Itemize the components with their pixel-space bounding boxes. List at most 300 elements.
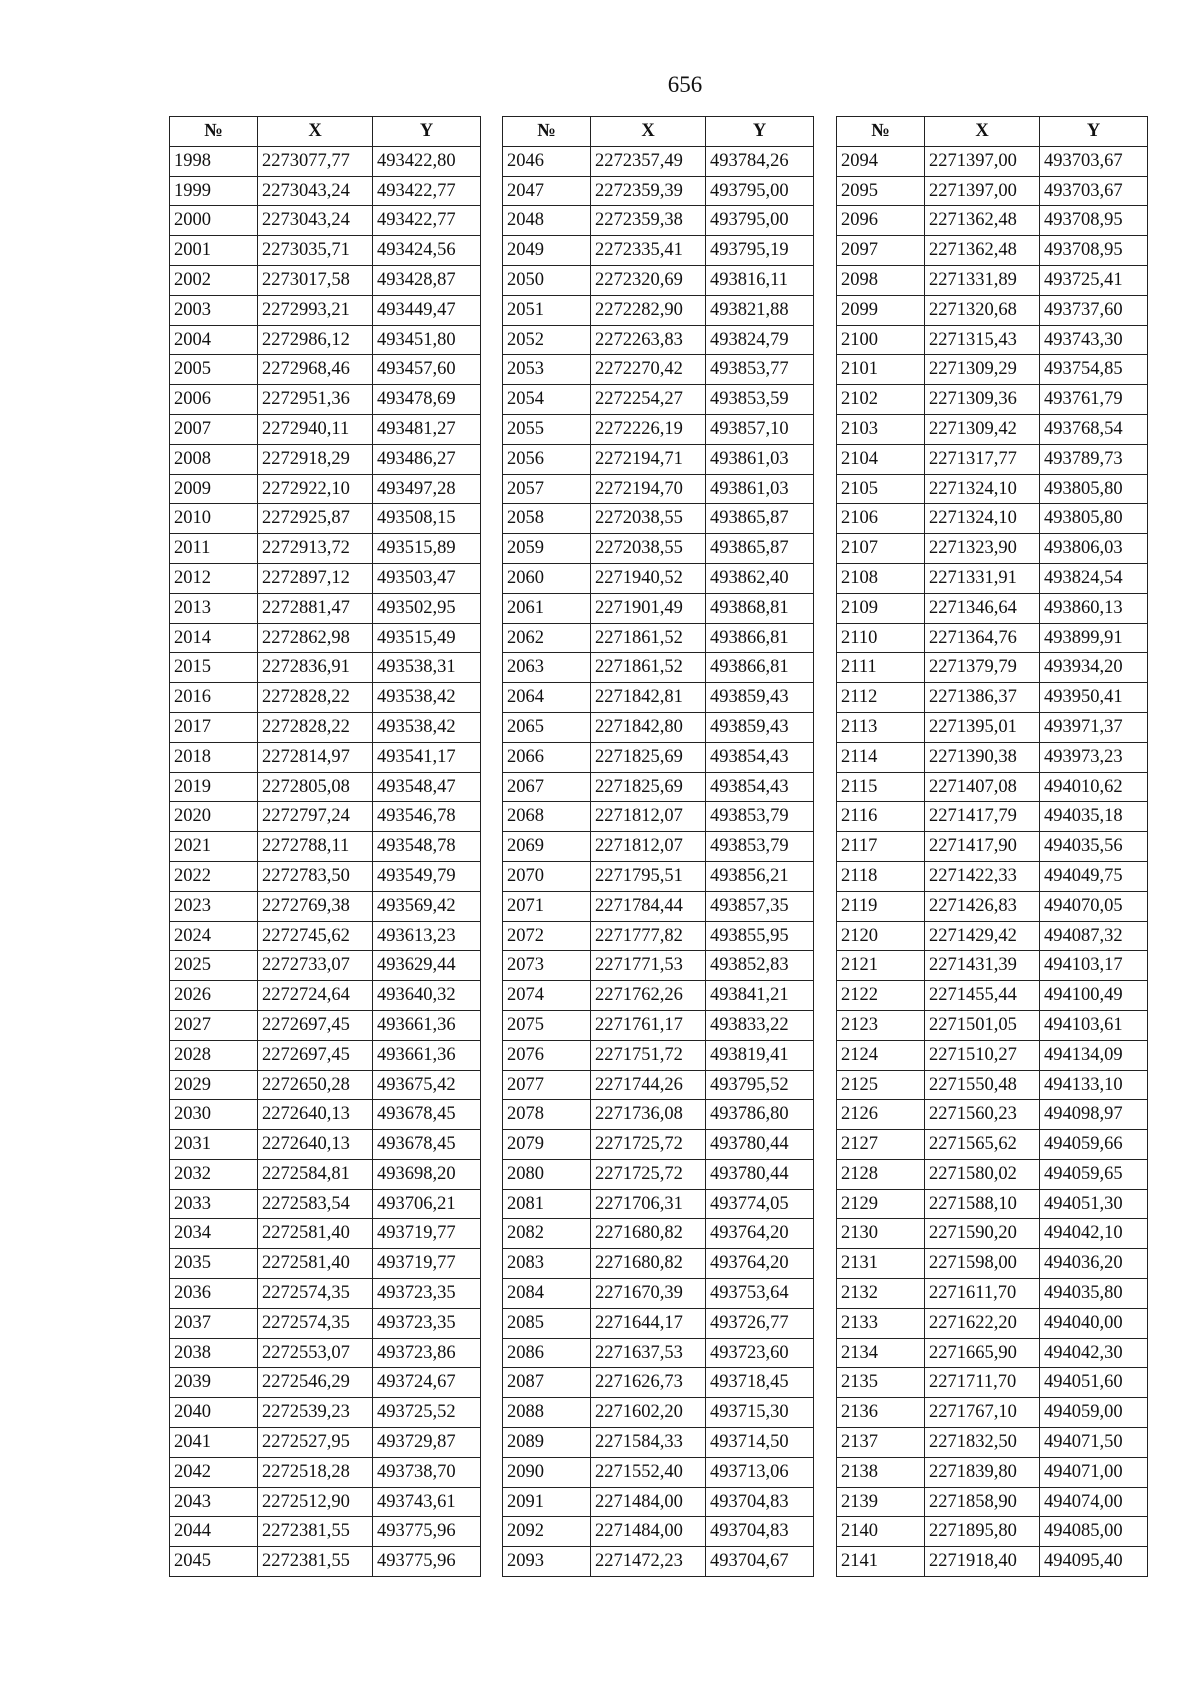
cell-x: 2272194,71 bbox=[591, 444, 706, 474]
table-row bbox=[837, 1249, 1148, 1279]
cell-number: 2047 bbox=[503, 176, 591, 206]
cell-y: 493538,31 bbox=[373, 653, 481, 683]
table-row bbox=[837, 1010, 1148, 1040]
cell-x: 2272697,45 bbox=[258, 1040, 373, 1070]
cell-x: 2271665,90 bbox=[925, 1338, 1040, 1368]
table-row bbox=[170, 206, 481, 236]
cell-y: 493698,20 bbox=[373, 1159, 481, 1189]
cell-number: 2049 bbox=[503, 236, 591, 266]
cell-x: 2272357,49 bbox=[591, 146, 706, 176]
table-row bbox=[503, 1010, 814, 1040]
cell-number: 2021 bbox=[170, 832, 258, 862]
cell-x: 2271501,05 bbox=[925, 1010, 1040, 1040]
cell-number: 2094 bbox=[837, 146, 925, 176]
cell-y: 493805,80 bbox=[1040, 474, 1148, 504]
table-row bbox=[503, 1487, 814, 1517]
cell-y: 493708,95 bbox=[1040, 206, 1148, 236]
cell-y: 493725,52 bbox=[373, 1398, 481, 1428]
cell-x: 2272828,22 bbox=[258, 712, 373, 742]
cell-y: 494035,80 bbox=[1040, 1279, 1148, 1309]
cell-number: 2045 bbox=[170, 1547, 258, 1577]
table-row bbox=[503, 1279, 814, 1309]
table-row bbox=[170, 385, 481, 415]
table-row bbox=[503, 1547, 814, 1577]
cell-y: 493861,03 bbox=[706, 474, 814, 504]
header-number: № bbox=[170, 117, 258, 147]
cell-y: 494070,05 bbox=[1040, 891, 1148, 921]
cell-y: 493422,80 bbox=[373, 146, 481, 176]
cell-y: 493855,95 bbox=[706, 921, 814, 951]
cell-y: 493503,47 bbox=[373, 563, 481, 593]
table-row bbox=[503, 265, 814, 295]
cell-x: 2271309,36 bbox=[925, 385, 1040, 415]
cell-x: 2271812,07 bbox=[591, 832, 706, 862]
cell-y: 493899,91 bbox=[1040, 623, 1148, 653]
table-row bbox=[837, 385, 1148, 415]
cell-number: 2072 bbox=[503, 921, 591, 951]
cell-number: 2055 bbox=[503, 414, 591, 444]
table-row bbox=[170, 653, 481, 683]
cell-x: 2271839,80 bbox=[925, 1457, 1040, 1487]
cell-x: 2272335,41 bbox=[591, 236, 706, 266]
cell-x: 2271736,08 bbox=[591, 1100, 706, 1130]
cell-x: 2272282,90 bbox=[591, 295, 706, 325]
cell-y: 493714,50 bbox=[706, 1428, 814, 1458]
table-header-row bbox=[837, 117, 1148, 147]
cell-number: 2029 bbox=[170, 1070, 258, 1100]
cell-x: 2271364,76 bbox=[925, 623, 1040, 653]
cell-x: 2272724,64 bbox=[258, 981, 373, 1011]
cell-number: 2083 bbox=[503, 1249, 591, 1279]
table-row bbox=[170, 1457, 481, 1487]
cell-y: 493853,59 bbox=[706, 385, 814, 415]
table-row bbox=[837, 265, 1148, 295]
cell-number: 2099 bbox=[837, 295, 925, 325]
cell-x: 2271309,29 bbox=[925, 355, 1040, 385]
cell-number: 2122 bbox=[837, 981, 925, 1011]
cell-y: 494095,40 bbox=[1040, 1547, 1148, 1577]
cell-number: 2102 bbox=[837, 385, 925, 415]
header-number: № bbox=[503, 117, 591, 147]
cell-y: 493729,87 bbox=[373, 1428, 481, 1458]
cell-x: 2271346,64 bbox=[925, 593, 1040, 623]
table-row bbox=[837, 146, 1148, 176]
cell-number: 2132 bbox=[837, 1279, 925, 1309]
table-row bbox=[837, 742, 1148, 772]
table-row bbox=[503, 683, 814, 713]
cell-y: 493865,87 bbox=[706, 534, 814, 564]
table-row bbox=[837, 1368, 1148, 1398]
cell-y: 493789,73 bbox=[1040, 444, 1148, 474]
table-row bbox=[170, 1130, 481, 1160]
cell-number: 2041 bbox=[170, 1428, 258, 1458]
cell-number: 2120 bbox=[837, 921, 925, 951]
cell-y: 493478,69 bbox=[373, 385, 481, 415]
cell-y: 493853,79 bbox=[706, 832, 814, 862]
coordinate-table-3 bbox=[836, 116, 1148, 1577]
cell-y: 493795,52 bbox=[706, 1070, 814, 1100]
cell-y: 493764,20 bbox=[706, 1219, 814, 1249]
table-row bbox=[170, 772, 481, 802]
cell-y: 493865,87 bbox=[706, 504, 814, 534]
cell-x: 2272897,12 bbox=[258, 563, 373, 593]
cell-x: 2271795,51 bbox=[591, 861, 706, 891]
cell-x: 2272918,29 bbox=[258, 444, 373, 474]
cell-number: 2121 bbox=[837, 951, 925, 981]
cell-number: 2096 bbox=[837, 206, 925, 236]
cell-y: 494042,30 bbox=[1040, 1338, 1148, 1368]
cell-x: 2271510,27 bbox=[925, 1040, 1040, 1070]
cell-number: 2095 bbox=[837, 176, 925, 206]
cell-x: 2271417,79 bbox=[925, 802, 1040, 832]
table-row bbox=[837, 355, 1148, 385]
cell-x: 2272913,72 bbox=[258, 534, 373, 564]
cell-y: 493613,23 bbox=[373, 921, 481, 951]
table-row bbox=[170, 951, 481, 981]
header-number: № bbox=[837, 117, 925, 147]
table-row bbox=[837, 1130, 1148, 1160]
cell-number: 2052 bbox=[503, 325, 591, 355]
cell-number: 2130 bbox=[837, 1219, 925, 1249]
cell-number: 2081 bbox=[503, 1189, 591, 1219]
cell-x: 2271858,90 bbox=[925, 1487, 1040, 1517]
cell-y: 493725,41 bbox=[1040, 265, 1148, 295]
cell-number: 2023 bbox=[170, 891, 258, 921]
cell-number: 2059 bbox=[503, 534, 591, 564]
table-row bbox=[837, 1219, 1148, 1249]
cell-y: 494085,00 bbox=[1040, 1517, 1148, 1547]
cell-y: 493640,32 bbox=[373, 981, 481, 1011]
cell-x: 2271918,40 bbox=[925, 1547, 1040, 1577]
table-row bbox=[503, 891, 814, 921]
cell-number: 2129 bbox=[837, 1189, 925, 1219]
table-row bbox=[170, 295, 481, 325]
cell-number: 2073 bbox=[503, 951, 591, 981]
table-row bbox=[170, 1070, 481, 1100]
cell-x: 2272359,39 bbox=[591, 176, 706, 206]
cell-y: 493824,79 bbox=[706, 325, 814, 355]
table-header-row bbox=[503, 117, 814, 147]
cell-y: 493629,44 bbox=[373, 951, 481, 981]
cell-y: 493780,44 bbox=[706, 1130, 814, 1160]
table-row bbox=[503, 355, 814, 385]
cell-number: 2103 bbox=[837, 414, 925, 444]
table-row bbox=[503, 1130, 814, 1160]
table-row bbox=[837, 1338, 1148, 1368]
cell-x: 2271422,33 bbox=[925, 861, 1040, 891]
cell-number: 2066 bbox=[503, 742, 591, 772]
cell-y: 493743,61 bbox=[373, 1487, 481, 1517]
cell-y: 493726,77 bbox=[706, 1308, 814, 1338]
cell-y: 493819,41 bbox=[706, 1040, 814, 1070]
cell-number: 2074 bbox=[503, 981, 591, 1011]
cell-y: 493719,77 bbox=[373, 1219, 481, 1249]
cell-y: 493723,60 bbox=[706, 1338, 814, 1368]
table-row bbox=[837, 981, 1148, 1011]
cell-number: 2034 bbox=[170, 1219, 258, 1249]
cell-x: 2271426,83 bbox=[925, 891, 1040, 921]
table-row bbox=[170, 1159, 481, 1189]
cell-x: 2272381,55 bbox=[258, 1547, 373, 1577]
cell-x: 2271832,50 bbox=[925, 1428, 1040, 1458]
table-row bbox=[503, 593, 814, 623]
table-row bbox=[170, 265, 481, 295]
cell-x: 2272986,12 bbox=[258, 325, 373, 355]
table-row bbox=[170, 355, 481, 385]
cell-number: 2025 bbox=[170, 951, 258, 981]
cell-x: 2272828,22 bbox=[258, 683, 373, 713]
table-row bbox=[170, 802, 481, 832]
table-row bbox=[503, 1100, 814, 1130]
cell-y: 493422,77 bbox=[373, 206, 481, 236]
table-row bbox=[837, 1308, 1148, 1338]
table-row bbox=[503, 921, 814, 951]
cell-y: 493428,87 bbox=[373, 265, 481, 295]
table-row bbox=[837, 683, 1148, 713]
cell-x: 2271560,23 bbox=[925, 1100, 1040, 1130]
cell-x: 2272925,87 bbox=[258, 504, 373, 534]
table-row bbox=[837, 563, 1148, 593]
cell-x: 2271825,69 bbox=[591, 772, 706, 802]
cell-number: 2079 bbox=[503, 1130, 591, 1160]
cell-number: 2108 bbox=[837, 563, 925, 593]
cell-x: 2271744,26 bbox=[591, 1070, 706, 1100]
cell-number: 2017 bbox=[170, 712, 258, 742]
cell-y: 493704,83 bbox=[706, 1487, 814, 1517]
cell-number: 2139 bbox=[837, 1487, 925, 1517]
cell-x: 2271680,82 bbox=[591, 1219, 706, 1249]
cell-x: 2271324,10 bbox=[925, 504, 1040, 534]
cell-number: 2012 bbox=[170, 563, 258, 593]
cell-number: 2001 bbox=[170, 236, 258, 266]
cell-number: 2084 bbox=[503, 1279, 591, 1309]
table-row bbox=[503, 563, 814, 593]
cell-y: 493852,83 bbox=[706, 951, 814, 981]
cell-number: 2054 bbox=[503, 385, 591, 415]
header-y: Y bbox=[373, 117, 481, 147]
cell-number: 2026 bbox=[170, 981, 258, 1011]
table-row bbox=[837, 176, 1148, 206]
table-row bbox=[170, 236, 481, 266]
cell-x: 2272745,62 bbox=[258, 921, 373, 951]
cell-x: 2271390,38 bbox=[925, 742, 1040, 772]
cell-y: 493661,36 bbox=[373, 1010, 481, 1040]
cell-y: 493718,45 bbox=[706, 1368, 814, 1398]
table-row bbox=[837, 444, 1148, 474]
cell-y: 494100,49 bbox=[1040, 981, 1148, 1011]
cell-x: 2271431,39 bbox=[925, 951, 1040, 981]
cell-number: 2038 bbox=[170, 1338, 258, 1368]
cell-number: 2078 bbox=[503, 1100, 591, 1130]
cell-y: 494035,56 bbox=[1040, 832, 1148, 862]
cell-x: 2271395,01 bbox=[925, 712, 1040, 742]
cell-number: 2053 bbox=[503, 355, 591, 385]
cell-y: 493821,88 bbox=[706, 295, 814, 325]
cell-y: 493780,44 bbox=[706, 1159, 814, 1189]
table-row bbox=[837, 1428, 1148, 1458]
table-row bbox=[503, 504, 814, 534]
cell-y: 493723,35 bbox=[373, 1279, 481, 1309]
cell-x: 2271626,73 bbox=[591, 1368, 706, 1398]
cell-x: 2271842,80 bbox=[591, 712, 706, 742]
cell-number: 2128 bbox=[837, 1159, 925, 1189]
table-row bbox=[503, 146, 814, 176]
table-row bbox=[837, 921, 1148, 951]
table-row bbox=[503, 1428, 814, 1458]
table-row bbox=[170, 1040, 481, 1070]
cell-x: 2272194,70 bbox=[591, 474, 706, 504]
cell-x: 2271767,10 bbox=[925, 1398, 1040, 1428]
cell-x: 2273035,71 bbox=[258, 236, 373, 266]
cell-number: 2003 bbox=[170, 295, 258, 325]
table-row bbox=[170, 683, 481, 713]
cell-y: 493538,42 bbox=[373, 683, 481, 713]
cell-y: 493754,85 bbox=[1040, 355, 1148, 385]
cell-number: 2039 bbox=[170, 1368, 258, 1398]
cell-number: 2015 bbox=[170, 653, 258, 683]
table-row bbox=[837, 623, 1148, 653]
cell-y: 493549,79 bbox=[373, 861, 481, 891]
cell-number: 2123 bbox=[837, 1010, 925, 1040]
cell-x: 2271725,72 bbox=[591, 1159, 706, 1189]
table-row bbox=[503, 653, 814, 683]
table-row bbox=[503, 474, 814, 504]
cell-number: 2110 bbox=[837, 623, 925, 653]
cell-y: 493950,41 bbox=[1040, 683, 1148, 713]
table-row bbox=[170, 1338, 481, 1368]
cell-y: 493661,36 bbox=[373, 1040, 481, 1070]
cell-number: 2040 bbox=[170, 1398, 258, 1428]
coordinate-table-2 bbox=[502, 116, 814, 1577]
cell-number: 2024 bbox=[170, 921, 258, 951]
cell-number: 2137 bbox=[837, 1428, 925, 1458]
cell-number: 2118 bbox=[837, 861, 925, 891]
cell-y: 493723,86 bbox=[373, 1338, 481, 1368]
table-row bbox=[837, 1070, 1148, 1100]
cell-x: 2271825,69 bbox=[591, 742, 706, 772]
cell-y: 493743,30 bbox=[1040, 325, 1148, 355]
cell-number: 2116 bbox=[837, 802, 925, 832]
table-row bbox=[170, 534, 481, 564]
cell-y: 493703,67 bbox=[1040, 176, 1148, 206]
cell-x: 2271711,70 bbox=[925, 1368, 1040, 1398]
cell-y: 493502,95 bbox=[373, 593, 481, 623]
cell-y: 493833,22 bbox=[706, 1010, 814, 1040]
cell-x: 2271397,00 bbox=[925, 176, 1040, 206]
cell-y: 493775,96 bbox=[373, 1517, 481, 1547]
table-row bbox=[503, 951, 814, 981]
cell-x: 2272038,55 bbox=[591, 504, 706, 534]
cell-x: 2271320,68 bbox=[925, 295, 1040, 325]
table-row bbox=[503, 1070, 814, 1100]
cell-y: 493795,00 bbox=[706, 176, 814, 206]
cell-x: 2271842,81 bbox=[591, 683, 706, 713]
cell-y: 493706,21 bbox=[373, 1189, 481, 1219]
table-row bbox=[170, 1189, 481, 1219]
cell-number: 2080 bbox=[503, 1159, 591, 1189]
cell-y: 494042,10 bbox=[1040, 1219, 1148, 1249]
cell-x: 2272359,38 bbox=[591, 206, 706, 236]
cell-y: 493857,10 bbox=[706, 414, 814, 444]
cell-number: 2013 bbox=[170, 593, 258, 623]
table-row bbox=[837, 712, 1148, 742]
cell-x: 2271309,42 bbox=[925, 414, 1040, 444]
cell-number: 2044 bbox=[170, 1517, 258, 1547]
cell-y: 493708,95 bbox=[1040, 236, 1148, 266]
cell-number: 2060 bbox=[503, 563, 591, 593]
cell-x: 2272581,40 bbox=[258, 1219, 373, 1249]
cell-number: 2071 bbox=[503, 891, 591, 921]
cell-y: 493486,27 bbox=[373, 444, 481, 474]
cell-y: 493854,43 bbox=[706, 772, 814, 802]
cell-number: 2090 bbox=[503, 1457, 591, 1487]
cell-number: 2070 bbox=[503, 861, 591, 891]
cell-number: 2028 bbox=[170, 1040, 258, 1070]
table-row bbox=[170, 1428, 481, 1458]
cell-x: 2271706,31 bbox=[591, 1189, 706, 1219]
cell-number: 2005 bbox=[170, 355, 258, 385]
cell-x: 2271324,10 bbox=[925, 474, 1040, 504]
table-row bbox=[837, 236, 1148, 266]
cell-y: 493805,80 bbox=[1040, 504, 1148, 534]
cell-y: 493768,54 bbox=[1040, 414, 1148, 444]
cell-number: 2117 bbox=[837, 832, 925, 862]
cell-x: 2271323,90 bbox=[925, 534, 1040, 564]
cell-number: 2061 bbox=[503, 593, 591, 623]
cell-x: 2271550,48 bbox=[925, 1070, 1040, 1100]
cell-y: 494040,00 bbox=[1040, 1308, 1148, 1338]
cell-x: 2272951,36 bbox=[258, 385, 373, 415]
cell-x: 2271379,79 bbox=[925, 653, 1040, 683]
cell-y: 493861,03 bbox=[706, 444, 814, 474]
cell-number: 2002 bbox=[170, 265, 258, 295]
cell-number: 2069 bbox=[503, 832, 591, 862]
cell-number: 2037 bbox=[170, 1308, 258, 1338]
cell-number: 2119 bbox=[837, 891, 925, 921]
table-row bbox=[503, 176, 814, 206]
table-row bbox=[837, 832, 1148, 862]
cell-x: 2271861,52 bbox=[591, 653, 706, 683]
cell-y: 493719,77 bbox=[373, 1249, 481, 1279]
table-row bbox=[837, 1189, 1148, 1219]
cell-y: 493816,11 bbox=[706, 265, 814, 295]
cell-number: 2014 bbox=[170, 623, 258, 653]
table-row bbox=[170, 1010, 481, 1040]
cell-y: 494103,17 bbox=[1040, 951, 1148, 981]
table-row bbox=[170, 146, 481, 176]
cell-y: 493973,23 bbox=[1040, 742, 1148, 772]
table-row bbox=[170, 1249, 481, 1279]
cell-y: 494071,50 bbox=[1040, 1428, 1148, 1458]
cell-x: 2272940,11 bbox=[258, 414, 373, 444]
cell-y: 493795,00 bbox=[706, 206, 814, 236]
table-row bbox=[503, 981, 814, 1011]
table-row bbox=[170, 1487, 481, 1517]
cell-x: 2271315,43 bbox=[925, 325, 1040, 355]
cell-y: 493678,45 bbox=[373, 1130, 481, 1160]
cell-number: 2010 bbox=[170, 504, 258, 534]
cell-number: 2127 bbox=[837, 1130, 925, 1160]
cell-y: 493481,27 bbox=[373, 414, 481, 444]
cell-number: 1998 bbox=[170, 146, 258, 176]
table-row bbox=[837, 1547, 1148, 1577]
cell-y: 493449,47 bbox=[373, 295, 481, 325]
cell-number: 2113 bbox=[837, 712, 925, 742]
table-row bbox=[503, 1338, 814, 1368]
cell-y: 493824,54 bbox=[1040, 563, 1148, 593]
cell-y: 493497,28 bbox=[373, 474, 481, 504]
cell-number: 2030 bbox=[170, 1100, 258, 1130]
